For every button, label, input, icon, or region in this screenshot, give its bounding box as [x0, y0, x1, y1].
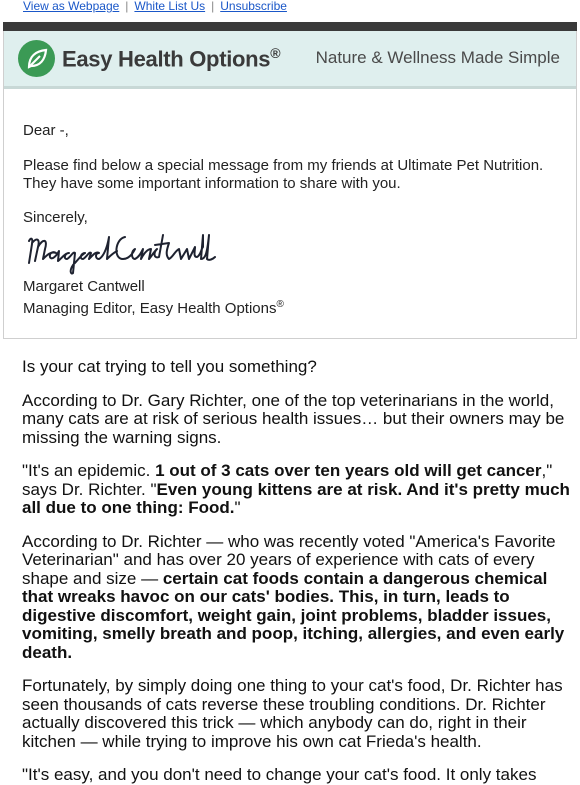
article-question: Is your cat trying to tell you something? — [22, 357, 317, 376]
letter-card — [3, 31, 577, 339]
header-links — [0, 0, 580, 22]
whitelist-link[interactable]: White List Us — [134, 0, 206, 13]
unsubscribe-link[interactable]: Unsubscribe — [220, 0, 287, 13]
article-paragraph-5: "It's easy, and you don't need to change your cat's food. It only takes — [22, 765, 537, 784]
article-paragraph-2: "It's an epidemic. 1 out of 3 cats over ten years old will get cancer," says Dr. Richter. "Even young kittens are at risk. And it's pretty much all due to one thing: Food." — [22, 461, 570, 517]
handwritten-signature — [23, 229, 576, 273]
top-divider-bar — [3, 22, 577, 31]
article-paragraph-3: According to Dr. Richter — who was recently voted "America's Favorite Veterinarian" and has over 20 years of experience with cats of every shape and size — certain cat foods contain a dangerous chemical that wreaks havoc on our cats' bodies. This, in turn, leads to digestive discomfort, weight gain, joint problems, bladder issues, vomiting, smelly breath and poop, itching, allergies, and even early death. — [22, 531, 565, 662]
article-paragraph-1: According to Dr. Gary Richter, one of the top veterinarians in the world, many cats are at risk of serious health issues… but their owners may be missing the warning signs. — [22, 390, 565, 447]
article-body — [0, 358, 574, 785]
brand-bar-shadow — [4, 86, 576, 89]
greeting: Dear -, — [23, 122, 69, 139]
letter-body — [4, 122, 576, 318]
brand-tagline: Nature & Wellness Made Simple — [315, 48, 560, 67]
brand-name: Easy Health Options® — [62, 44, 281, 72]
link-separator: | — [211, 0, 215, 13]
signer-title: Managing Editor, Easy Health Options® — [23, 299, 284, 317]
signer-name: Margaret Cantwell — [23, 278, 145, 295]
view-as-webpage-link[interactable]: View as Webpage — [23, 0, 120, 13]
article-paragraph-4: Fortunately, by simply doing one thing to your cat's food, Dr. Richter has seen thousands of cats reverse these troubling conditions. Dr. Richter actually discovered this trick — which anybody can do, right in their kitchen — while trying to improve his own cat Frieda's health. — [22, 676, 563, 751]
closing: Sincerely, — [23, 209, 88, 226]
intro-message: Please find below a special message from my friends at Ultimate Pet Nutrition. They have some important information to share with you. — [23, 157, 544, 192]
leaf-logo-icon — [18, 40, 55, 77]
brand-header — [4, 31, 576, 86]
link-separator: | — [125, 0, 129, 13]
